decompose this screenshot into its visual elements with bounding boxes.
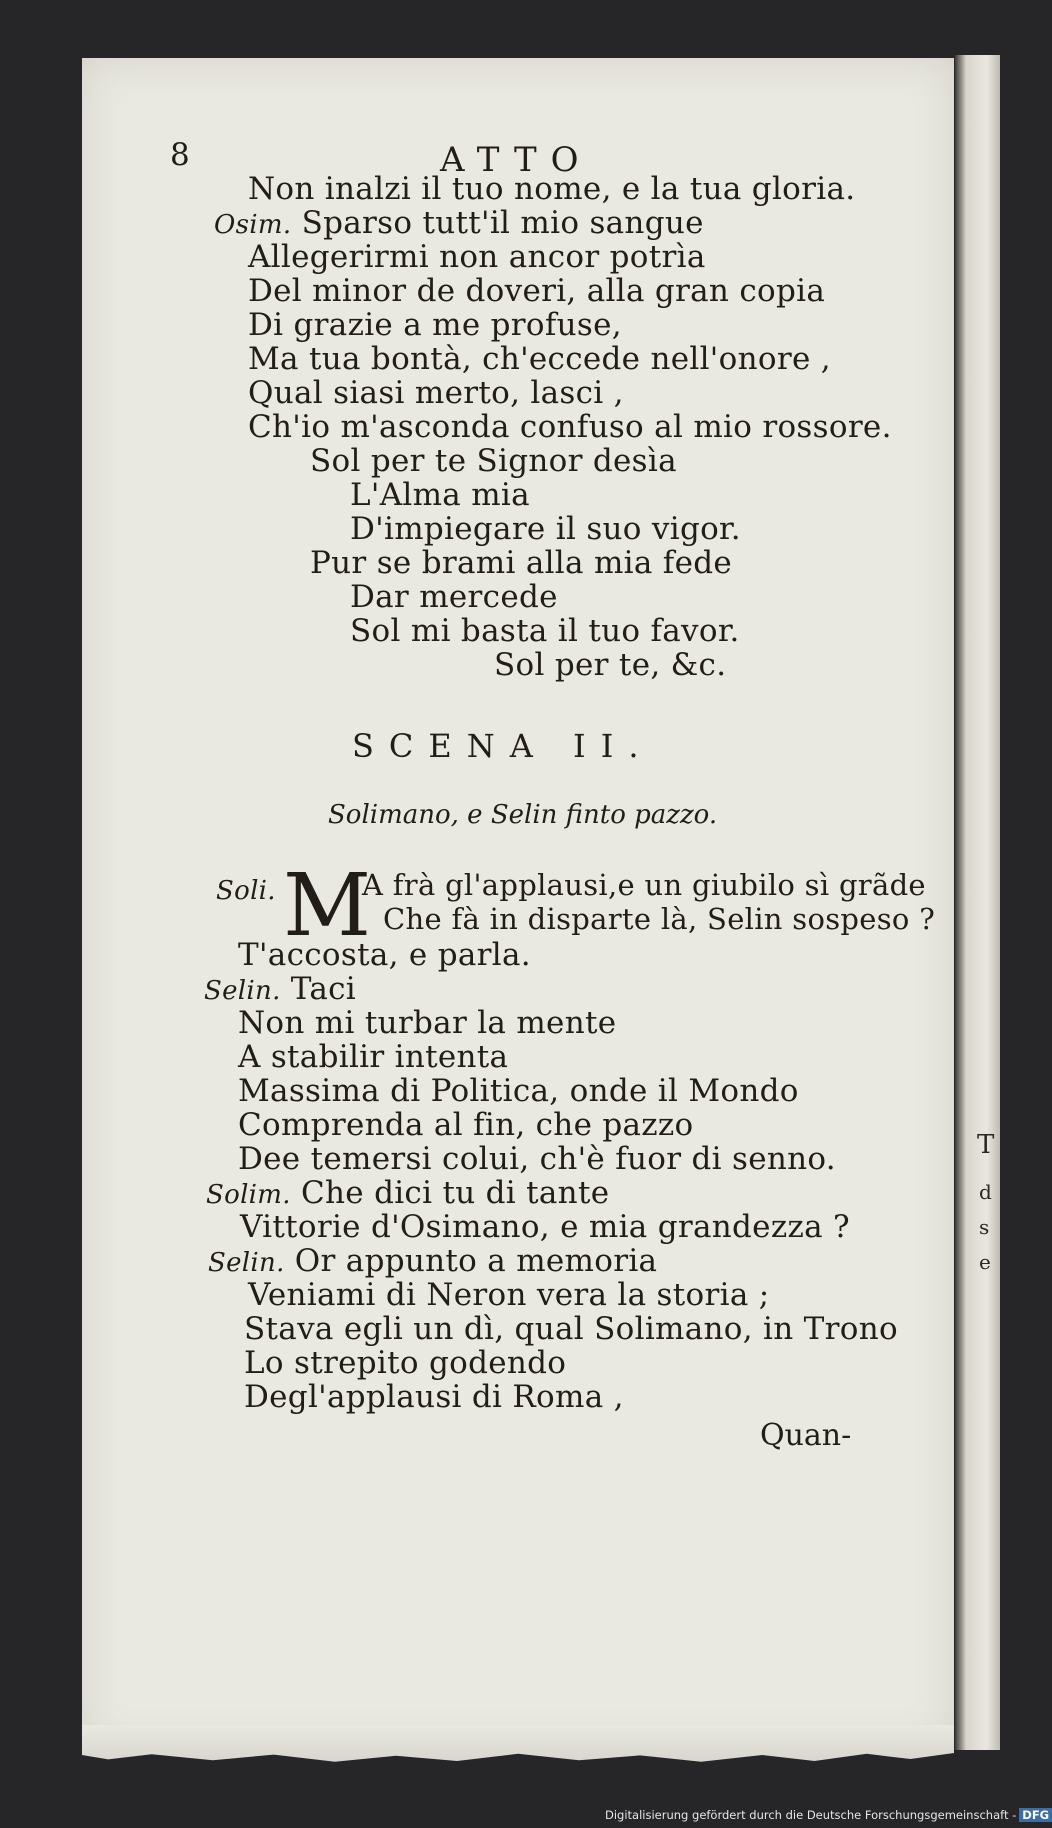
aria-line: Sol per te Signor desìa xyxy=(310,443,677,479)
running-head: ATTO xyxy=(440,140,593,180)
verse-line: Solim. Che dici tu di tante xyxy=(206,1175,610,1211)
verse-line: Stava egli un dì, qual Solimano, in Trono xyxy=(244,1311,898,1347)
verse-line: Allegerirmi non ancor potrìa xyxy=(248,239,706,275)
dfg-logo: DFG xyxy=(1019,1808,1052,1822)
verse-line: Ma tua bontà, ch'eccede nell'onore , xyxy=(248,341,831,377)
verse-line: Qual siasi merto, lasci , xyxy=(248,375,624,411)
verse-line: Lo strepito godendo xyxy=(244,1345,567,1381)
verse-line: A stabilir intenta xyxy=(238,1039,509,1075)
verse-line: Massima di Politica, onde il Mondo xyxy=(238,1073,799,1109)
verse-line: T'accosta, e parla. xyxy=(238,937,531,973)
speaker-label: Soli. xyxy=(216,876,276,906)
verse-line: Selin. Taci xyxy=(204,971,357,1007)
verse-line: Vittorie d'Osimano, e mia grandezza ? xyxy=(240,1209,850,1245)
verse-line: Non mi turbar la mente xyxy=(238,1005,617,1041)
verse-line: Selin. Or appunto a memoria xyxy=(208,1243,658,1279)
verse-line: Non inalzi il tuo nome, e la tua gloria. xyxy=(248,171,856,207)
scene-characters: Solimano, e Selin finto pazzo. xyxy=(328,800,718,830)
drop-cap: M xyxy=(283,856,372,956)
verse-line: Di grazie a me profuse, xyxy=(248,307,622,343)
aria-line: Sol per te, &c. xyxy=(494,647,727,683)
verse-line: Dee temersi colui, ch'è fuor di senno. xyxy=(238,1141,836,1177)
facing-page-fragment: T xyxy=(977,1130,995,1160)
page-deckled-edge xyxy=(82,1725,954,1765)
verse-line: Del minor de doveri, alla gran copia xyxy=(248,273,826,309)
aria-line: Pur se brami alla mia fede xyxy=(310,545,733,581)
aria-line: D'impiegare il suo vigor. xyxy=(350,511,741,547)
speaker-label: Selin. xyxy=(204,976,281,1006)
facing-page-fragment: s xyxy=(979,1215,990,1239)
facing-page-fragment: d xyxy=(979,1180,992,1204)
aria-line: L'Alma mia xyxy=(350,477,530,513)
speaker-label: Osim. xyxy=(214,210,292,240)
digitization-credit: Digitalisierung gefördert durch die Deutsche Forschungsgemeinschaft - DFG xyxy=(605,1808,1052,1822)
page-number: 8 xyxy=(170,137,190,173)
verse-line: Osim. Sparso tutt'il mio sangue xyxy=(214,205,704,241)
verse-line: Veniami di Neron vera la storia ; xyxy=(248,1277,770,1313)
facing-page-edge xyxy=(955,55,1000,1750)
speaker-label: Solim. xyxy=(206,1180,291,1210)
verse-line: Che fà in disparte là, Selin sospeso ? xyxy=(383,902,936,936)
facing-page-fragment: e xyxy=(979,1250,991,1274)
aria-line: Sol mi basta il tuo favor. xyxy=(350,613,740,649)
verse-line: A frà gl'applausi,e un giubilo sì grãde xyxy=(362,868,926,902)
verse-line: Degl'applausi di Roma , xyxy=(244,1379,624,1415)
verse-line: Ch'io m'asconda confuso al mio rossore. xyxy=(248,409,892,445)
catchword: Quan- xyxy=(760,1418,852,1453)
verse-line: Comprenda al fin, che pazzo xyxy=(238,1107,694,1143)
aria-line: Dar mercede xyxy=(350,579,558,615)
scene-title: SCENA II. xyxy=(352,727,654,765)
speaker-label: Selin. xyxy=(208,1248,285,1278)
